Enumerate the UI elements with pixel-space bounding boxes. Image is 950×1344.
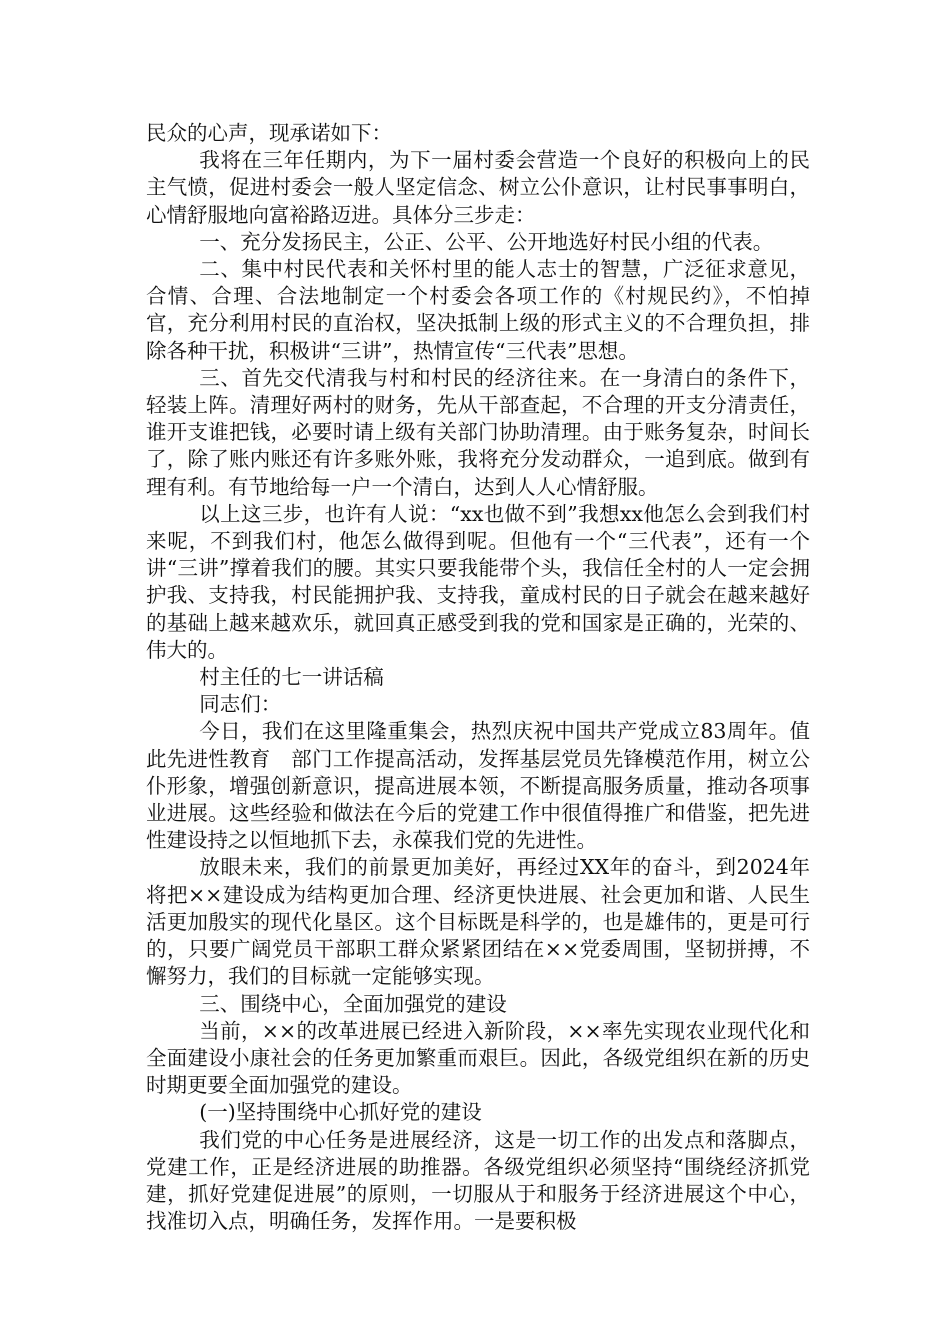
paragraph-3: 一、充分发扬民主，公正、公平、公开地选好村民小组的代表。 — [199, 229, 774, 254]
paragraph-12: 当前，××的改革进展已经进入新阶段，××率先实现农业现代化和全面建设小康社会的任务更加繁重而艰巨。因此，各级党组织在新的历史时期更要全面加强党的建设。 — [146, 1018, 810, 1098]
section-heading-3: 三、围绕中心，全面加强党的建设 — [199, 991, 507, 1016]
document-body — [146, 120, 810, 1235]
subsection-heading-1: (一)坚持围绕中心抓好党的建设 — [199, 1100, 482, 1125]
paragraph-4: 二、集中村民代表和关怀村里的能人志士的智慧，广泛征求意见，合情、合理、合法地制定一个村委会各项工作的《村规民约》，不怕掉官，充分利用村民的直治权，坚决抵制上级的形式主义的不合理负担，排除各种干扰，积极讲“三讲”，热情宣传“三代表”思想。 — [146, 257, 810, 363]
paragraph-1: 民众的心声，现承诺如下： — [146, 121, 392, 145]
paragraph-14: 我们党的中心任务是进展经济，这是一切工作的出发点和落脚点，党建工作，正是经济进展的助推器。各级党组织必须坚持“围绕经济抓党建，抓好党建促进展”的原则，一切服从于和服务于经济进展这个中心，找准切入点，明确任务，发挥作用。一是要积极 — [146, 1127, 810, 1234]
speech-title: 村主任的七一讲话稿 — [199, 665, 384, 690]
paragraph-5: 三、首先交代清我与村和村民的经济往来。在一身清白的条件下，轻装上阵。清理好两村的财务，先从干部查起，不合理的开支分清责任，谁开支谁把钱，必要时请上级有关部门协助清理。由于账务复杂，时间长了，除了账内账还有许多账外账，我将充分发动群众，一追到底。做到有理有利。有节地给每一户一个清白，达到人人心情舒服。 — [146, 365, 810, 499]
salutation: 同志们： — [199, 692, 282, 717]
paragraph-6: 以上这三步，也许有人说：“xx也做不到”我想xx他怎么会到我们村来呢，不到我们村，他怎么做得到呢。但他有一个“三代表”，还有一个讲“三讲”撑着我们的腰。其实只要我能带个头，我信任全村的人一定会拥护我、支持我，村民能拥护我、支持我，童成村民的日子就会在越来越好的基础上越来越欢乐，就回真正感受到我的党和国家是正确的，光荣的、伟大的。 — [146, 501, 810, 662]
paragraph-2: 我将在三年任期内，为下一届村委会营造一个良好的积极向上的民主气愤，促进村委会一般人坚定信念、树立公仆意识，让村民事事明白，心情舒服地向富裕路迈进。具体分三步走： — [146, 148, 810, 227]
paragraph-9: 今日，我们在这里隆重集会，热烈庆祝中国共产党成立83周年。值此先进性教育 部门工作提高活动，发挥基层党员先锋模范作用，树立公仆形象，增强创新意识，提高进展本领，不断提高服务质量，推动各项事业进展。这些经验和做法在今后的党建工作中很值得推广和借鉴，把先进性建设持之以恒地抓下去，永葆我们党的先进性。 — [146, 719, 810, 853]
paragraph-10: 放眼未来，我们的前景更加美好，再经过XX年的奋斗，到2024年将把××建设成为结构更加合理、经济更快进展、社会更加和谐、人民生活更加殷实的现代化垦区。这个目标既是科学的，也是雄伟的，更是可行的，只要广阔党员干部职工群众紧紧团结在××党委周围，坚韧拼搏，不懈努力，我们的目标就一定能够实现。 — [146, 855, 810, 989]
